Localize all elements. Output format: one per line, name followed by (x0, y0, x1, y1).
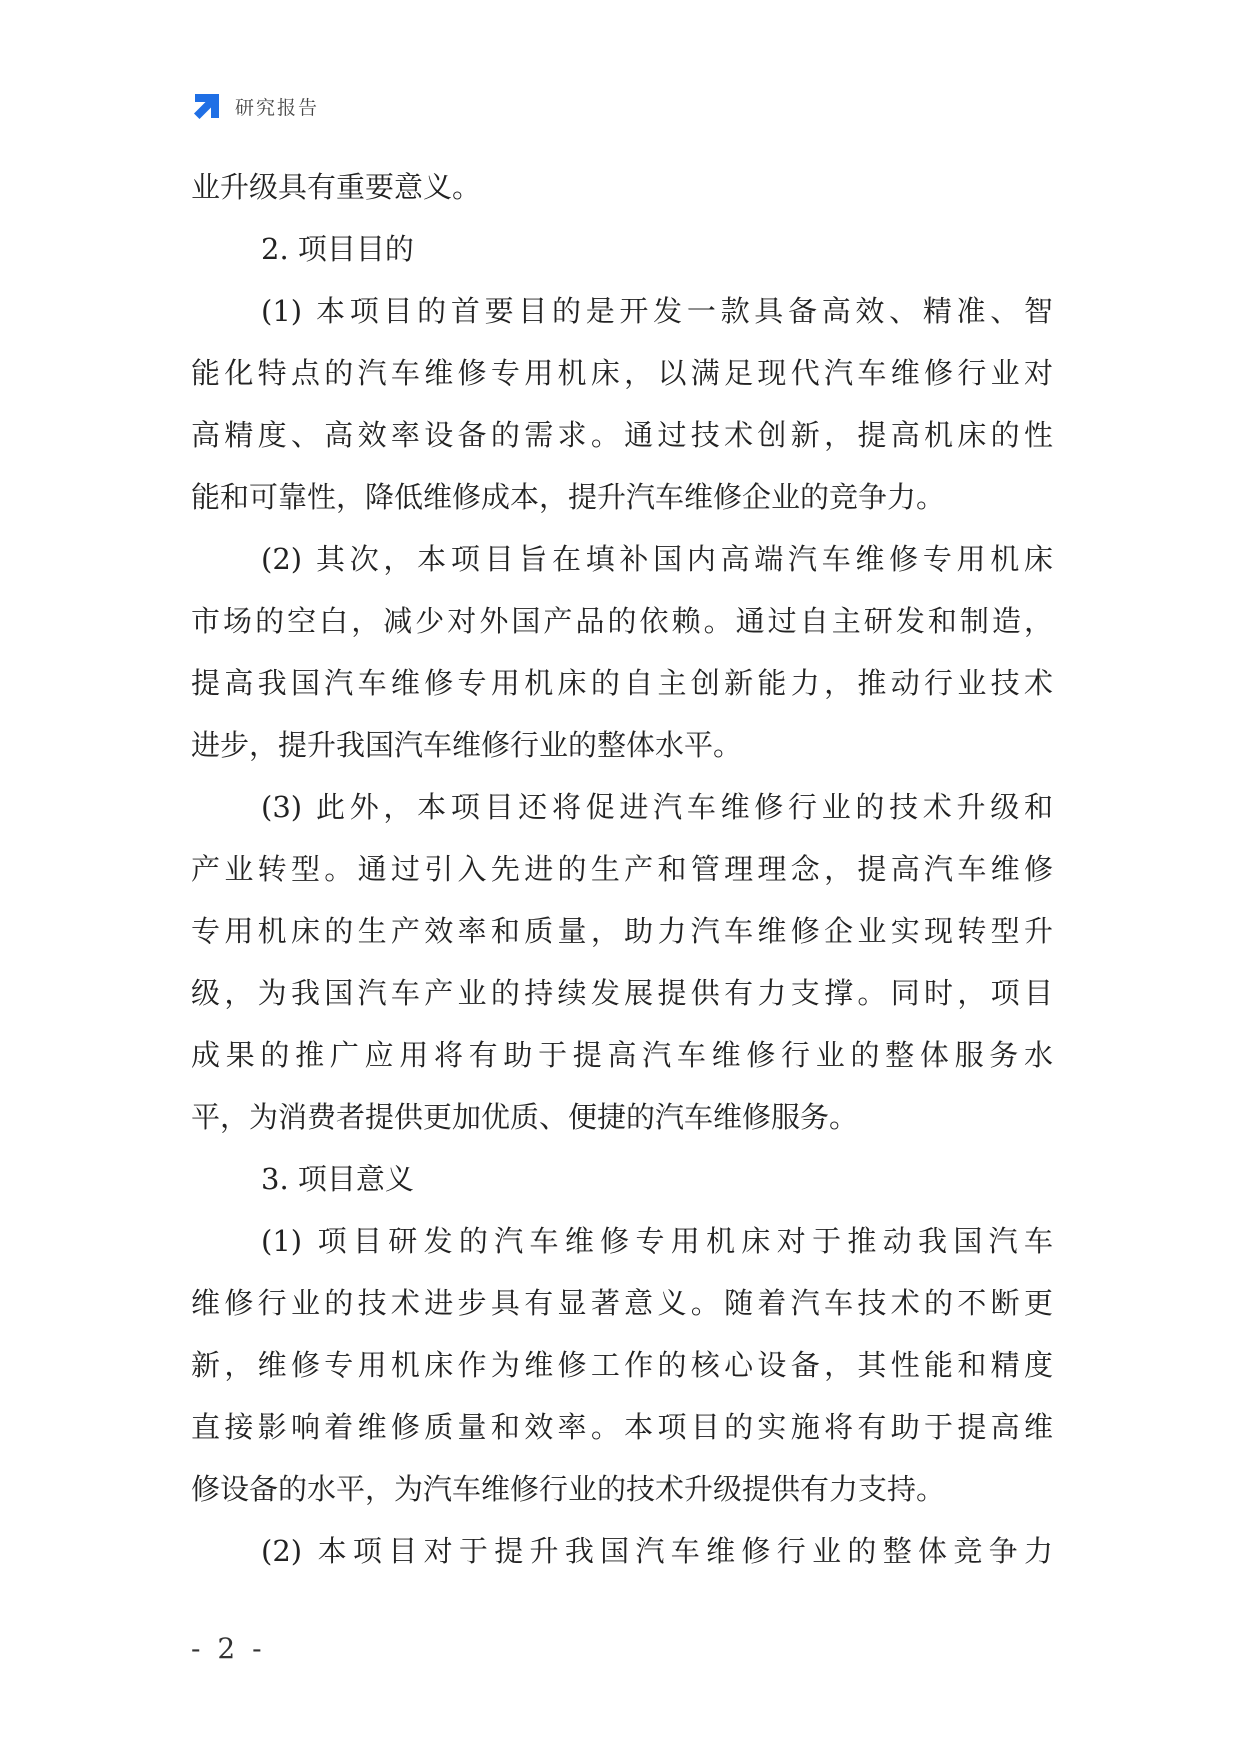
header-label: 研究报告 (235, 96, 320, 119)
text-line: 维修行业的技术进步具有显著意义。随着汽车技术的不断更 (191, 1286, 1053, 1320)
text-line: 能化特点的汽车维修专用机床，以满足现代汽车维修行业对 (191, 356, 1053, 390)
document-body (191, 156, 1053, 1582)
text-line: (3) 此外，本项目还将促进汽车维修行业的技术升级和 (261, 790, 1053, 824)
text-line: 新，维修专用机床作为维修工作的核心设备，其性能和精度 (191, 1348, 1053, 1382)
text-line: 业升级具有重要意义。 (191, 170, 482, 204)
text-line: 平，为消费者提供更加优质、便捷的汽车维修服务。 (191, 1100, 859, 1134)
page-number: - 2 - (191, 1632, 266, 1665)
text-line: 级，为我国汽车产业的持续发展提供有力支撑。同时，项目 (191, 976, 1053, 1010)
page-header (191, 90, 319, 122)
text-line: 能和可靠性，降低维修成本，提升汽车维修企业的竞争力。 (191, 480, 946, 514)
text-line: 修设备的水平，为汽车维修行业的技术升级提供有力支持。 (191, 1472, 946, 1506)
text-line: 直接影响着维修质量和效率。本项目的实施将有助于提高维 (191, 1410, 1053, 1444)
text-line: 3. 项目意义 (261, 1162, 414, 1196)
text-line: (1) 项目研发的汽车维修专用机床对于推动我国汽车 (261, 1224, 1053, 1258)
text-line: 成果的推广应用将有助于提高汽车维修行业的整体服务水 (191, 1038, 1053, 1072)
text-line: 专用机床的生产效率和质量，助力汽车维修企业实现转型升 (191, 914, 1053, 948)
text-line: 2. 项目目的 (261, 232, 414, 266)
text-line: (1) 本项目的首要目的是开发一款具备高效、精准、智 (261, 294, 1053, 328)
text-line: 产业转型。通过引入先进的生产和管理理念，提高汽车维修 (191, 852, 1053, 886)
text-line: (2) 本项目对于提升我国汽车维修行业的整体竞争力 (261, 1534, 1053, 1568)
text-line: 提高我国汽车维修专用机床的自主创新能力，推动行业技术 (191, 666, 1053, 700)
text-line: 进步，提升我国汽车维修行业的整体水平。 (191, 728, 743, 762)
arrow-up-right-icon (191, 90, 223, 122)
text-line: 高精度、高效率设备的需求。通过技术创新，提高机床的性 (191, 418, 1053, 452)
text-line: 市场的空白，减少对外国产品的依赖。通过自主研发和制造， (191, 604, 1053, 638)
text-line: (2) 其次，本项目旨在填补国内高端汽车维修专用机床 (261, 542, 1053, 576)
